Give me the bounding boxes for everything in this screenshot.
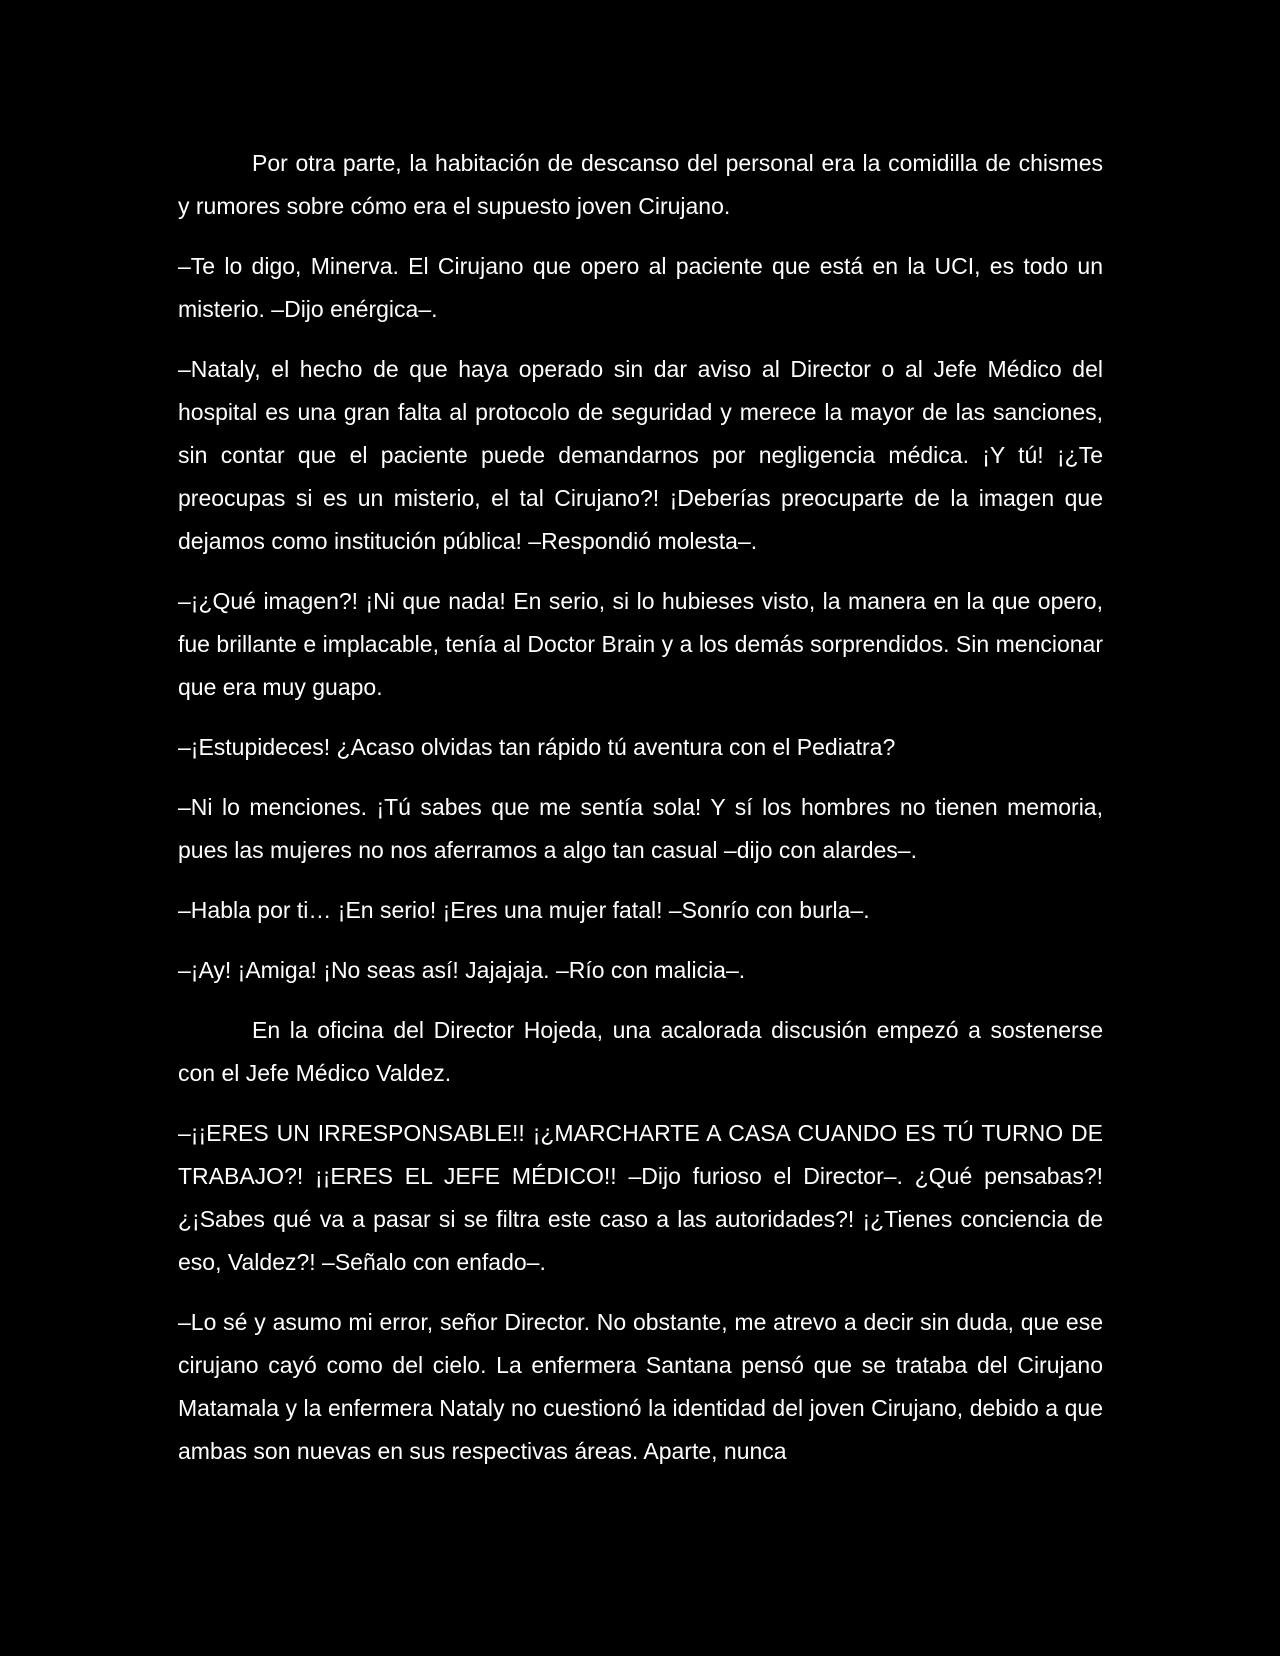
paragraph-7: –Habla por ti… ¡En serio! ¡Eres una mujer fatal! –Sonrío con burla–. [178, 897, 870, 923]
paragraph-3: –Nataly, el hecho de que haya operado sin dar aviso al Director o al Jefe Médico del hospital es una gran falta al protocolo de seguridad y merece la mayor de las sanciones, sin contar que el paciente puede demandarnos por negligencia médica. ¡Y tú! ¡¿Te preocupas si es un misterio, el tal Cirujano?! ¡Deberías preocuparte de la imagen que dejamos como institución pública! –Respondió molesta–. [178, 356, 1103, 554]
paragraph-10: –¡¡ERES UN IRRESPONSABLE!! ¡¿MARCHARTE A CASA CUANDO ES TÚ TURNO DE TRABAJO?! ¡¡ERES EL JEFE MÉDICO!! –Dijo furioso el Director–. ¿Qué pensabas?! ¿¡Sabes qué va a pasar si se filtra este caso a las autoridades?! ¡¿Tienes conciencia de eso, Valdez?! –Señalo con enfado–. [178, 1120, 1103, 1275]
paragraph-11: –Lo sé y asumo mi error, señor Director. No obstante, me atrevo a decir sin duda, que ese cirujano cayó como del cielo. La enfermera Santana pensó que se trataba del Cirujano Matamala y la enfermera Nataly no cuestionó la identidad del joven Cirujano, debido a que ambas son nuevas en sus respectivas áreas. Aparte, nunca [178, 1309, 1103, 1464]
paragraph-5: –¡Estupideces! ¿Acaso olvidas tan rápido tú aventura con el Pediatra? [178, 734, 896, 760]
paragraph-4: –¡¿Qué imagen?! ¡Ni que nada! En serio, si lo hubieses visto, la manera en la que opero, fue brillante e implacable, tenía al Doctor Brain y a los demás sorprendidos. Sin mencionar que era muy guapo. [178, 588, 1103, 700]
page-body [178, 142, 1103, 1490]
paragraph-2: –Te lo digo, Minerva. El Cirujano que opero al paciente que está en la UCI, es todo un misterio. –Dijo enérgica–. [178, 253, 1103, 322]
paragraph-9: En la oficina del Director Hojeda, una acalorada discusión empezó a sostenerse con el Jefe Médico Valdez. [178, 1017, 1103, 1086]
paragraph-6: –Ni lo menciones. ¡Tú sabes que me sentía sola! Y sí los hombres no tienen memoria, pues las mujeres no nos aferramos a algo tan casual –dijo con alardes–. [178, 794, 1103, 863]
paragraph-8: –¡Ay! ¡Amiga! ¡No seas así! Jajajaja. –Río con malicia–. [178, 957, 746, 983]
paragraph-1: Por otra parte, la habitación de descanso del personal era la comidilla de chismes y rumores sobre cómo era el supuesto joven Cirujano. [178, 150, 1103, 219]
